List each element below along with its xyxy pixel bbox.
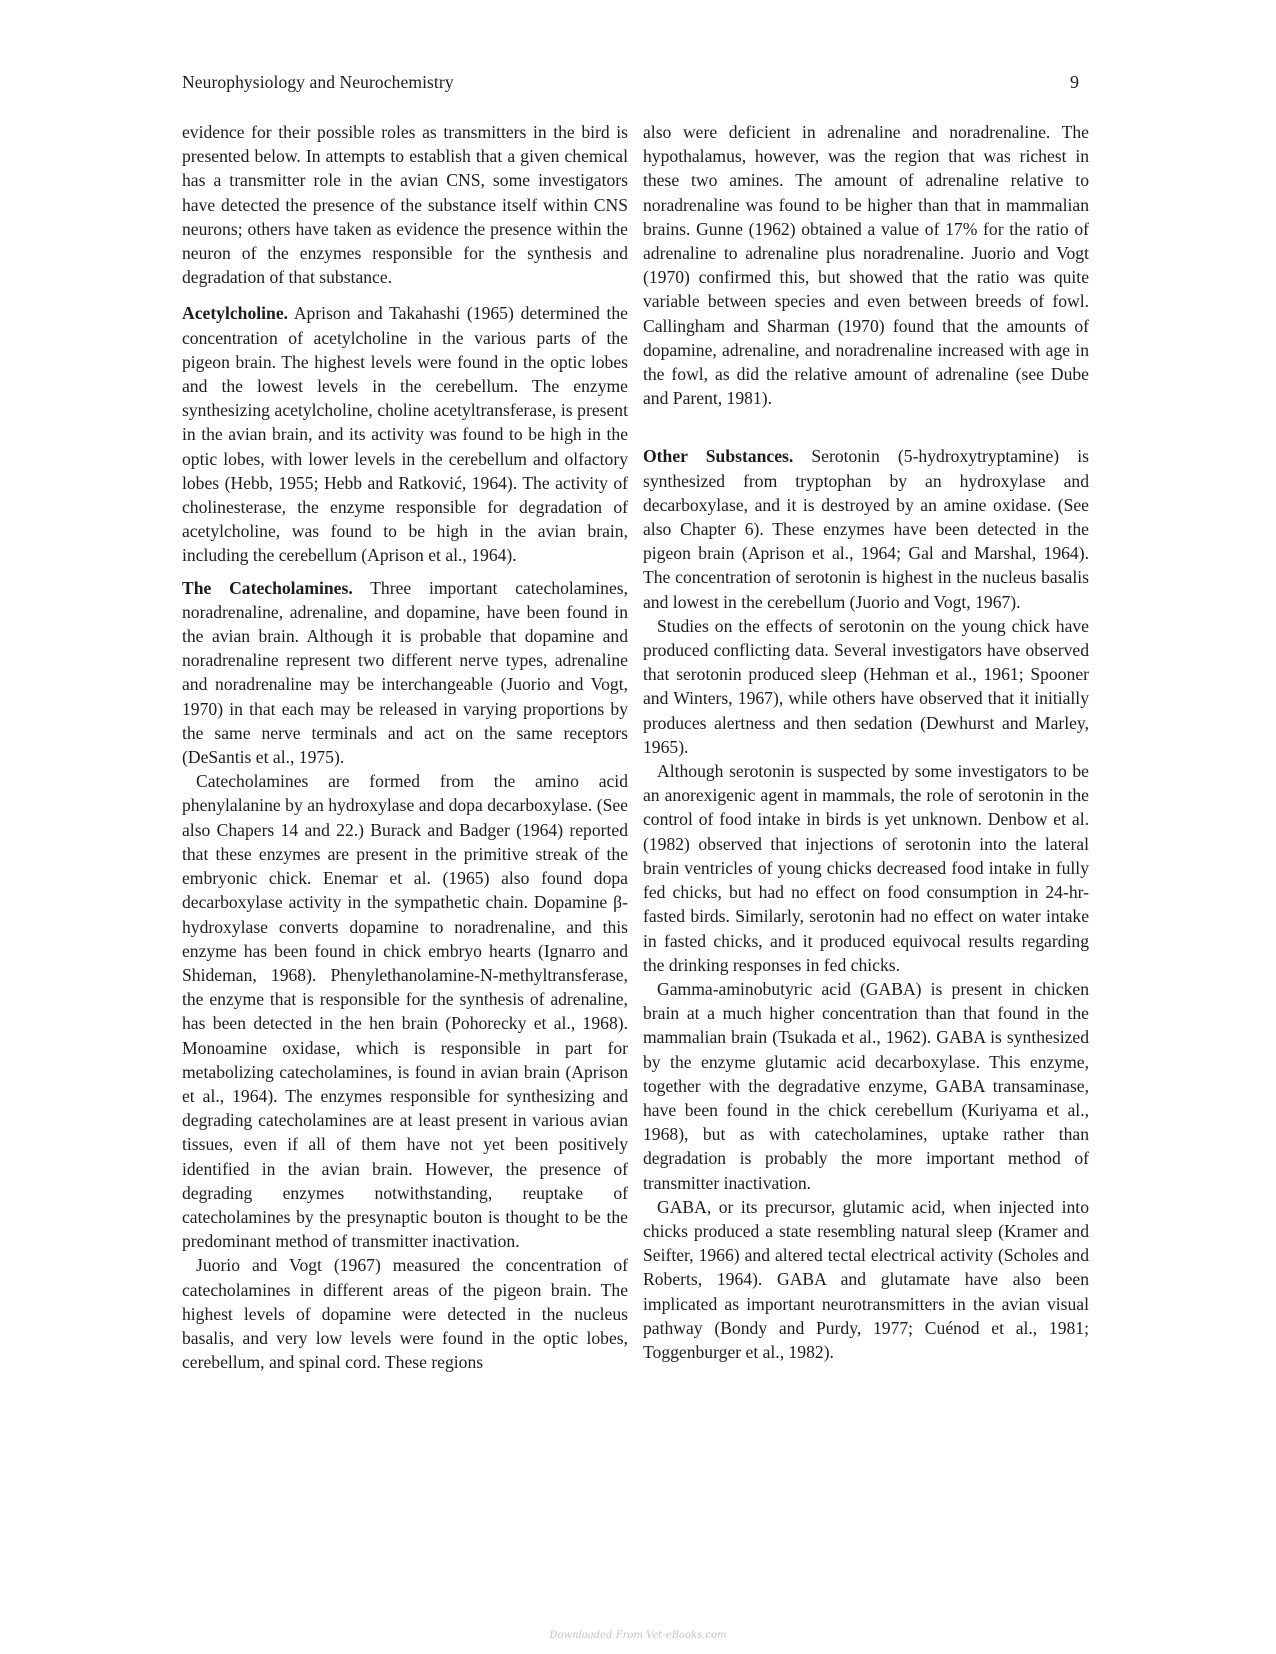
paragraph-intro-continued: evidence for their possible roles as transmitters in the bird is presented below. In attempts to establish that a given chemical has a transmitter role in the avian CNS, some investigators have detected the presence of the substance itself within CNS neurons; others have taken as evidence the presence within the neuron of the enzymes responsible for the synthesis and degradation of that substance. (182, 122, 628, 288)
paragraph-catecholamines-formed: Catecholamines are formed from the amino acid phenylalanine by an hydroxylase and dopa decarboxylase. (See also Chapers 14 and 22.) Burack and Badger (1964) reported that these enzymes are present in the primitive streak of the embryonic chick. Enemar et al. (1965) also found dopa decarboxylase activity in the sympathetic chain. Dopamine β-hydroxylase converts dopamine to noradrenaline, and this enzyme has been found in chick embryo hearts (Ignarro and Shideman, 1968). Phenylethanolamine-N-methyltransferase, the enzyme that is responsible for the synthesis of adrenaline, has been detected in the hen brain (Pohorecky et al., 1968). Monoamine oxidase, which is responsible in part for metabolizing catecholamines, is found in avian brain (Aprison et al., 1964). The enzymes responsible for synthesizing and degrading catecholamines are at least present in various avian tissues, even if all of them have not yet been positively identified in the avian brain. However, the presence of degrading enzymes notwithstanding, reuptake of catecholamines by the presynaptic bouton is thought to be the predominant method of transmitter inactivation. (182, 771, 628, 1252)
section-other-substances (643, 444, 1089, 613)
section-heading-catecholamines: The Catecholamines. (182, 577, 353, 598)
section-heading-other-substances: Other Substances. (643, 446, 794, 467)
right-column (643, 120, 1089, 1364)
catecholamines-text: Three important catecholamines, noradrenaline, adrenaline, and dopamine, have been found in the avian brain. Although it is probable that dopamine and noradrenaline represent two different nerve types, adrenaline and noradrenaline may be interchangeable (Juorio and Vogt, 1970) in that each may be released in varying proportions by the same nerve terminals and act on the same receptors (DeSantis et al., 1975). (182, 577, 628, 768)
other-substances-text: Serotonin (5-hydroxytryptamine) is synthesized from tryptophan by an hydroxylase and decarboxylase, and it is destroyed by an amine oxidase. (See also Chapter 6). These enzymes have been detected in the pigeon brain (Aprison et al., 1964; Gal and Marshal, 1964). The concentration of serotonin is highest in the nucleus basalis and lowest in the cerebellum (Juorio and Vogt, 1967). (643, 446, 1089, 612)
paragraph-right-continued: also were deficient in adrenaline and noradrenaline. The hypothalamus, however, was the region that was richest in these two amines. The amount of adrenaline relative to noradrenaline was found to be higher than that in mammalian brains. Gunne (1962) obtained a value of 17% for the ratio of adrenaline to adrenaline plus noradrenaline. Juorio and Vogt (1970) confirmed this, but showed that the ratio was quite variable between species and even between breeds of fowl. Callingham and Sharman (1970) found that the amounts of dopamine, adrenaline, and noradrenaline increased with age in the fowl, as did the relative amount of adrenaline (see Dube and Parent, 1981). (643, 122, 1089, 409)
page-number: 9 (1070, 72, 1079, 92)
running-head: Neurophysiology and Neurochemistry (182, 72, 454, 92)
section-catecholamines (182, 576, 628, 770)
acetylcholine-text: Aprison and Takahashi (1965) determined the concentration of acetylcholine in the various parts of the pigeon brain. The highest levels were found in the optic lobes and the lowest levels in the cerebellum. The enzyme synthesizing acetylcholine, choline acetyltransferase, is present in the avian brain, and its activity was found to be high in the optic lobes, with lower levels in the cerebellum and olfactory lobes (Hebb, 1955; Hebb and Ratković, 1964). The activity of cholinesterase, the enzyme responsible for degradation of acetylcholine, was found to be high in the avian brain, including the cerebellum (Aprison et al., 1964). (182, 303, 628, 566)
paragraph-gaba-effects: GABA, or its precursor, glutamic acid, when injected into chicks produced a state resembling natural sleep (Kramer and Seifter, 1966) and altered tectal electrical activity (Scholes and Roberts, 1964). GABA and glutamate have also been implicated as important neurotransmitters in the avian visual pathway (Bondy and Purdy, 1977; Cuénod et al., 1981; Toggenburger et al., 1982). (643, 1196, 1089, 1362)
paragraph-juorio-vogt: Juorio and Vogt (1967) measured the concentration of catecholamines in different areas of the pigeon brain. The highest levels of dopamine were detected in the nucleus basalis, and very low levels were found in the optic lobes, cerebellum, and spinal cord. These regions (182, 1255, 628, 1373)
section-acetylcholine (182, 301, 628, 567)
paragraph-gaba-concentration: Gamma-aminobutyric acid (GABA) is present in chicken brain at a much higher concentration than that found in the mammalian brain (Tsukada et al., 1962). GABA is synthesized by the enzyme glutamic acid decarboxylase. This enzyme, together with the degradative enzyme, GABA transaminase, have been found in the chick cerebellum (Kuriyama et al., 1968), but as with catecholamines, uptake rather than degradation is probably the more important method of transmitter inactivation. (643, 978, 1089, 1193)
download-watermark: Downloaded From Vet-eBooks.com (549, 1630, 727, 1641)
paragraph-serotonin-anorexigenic: Although serotonin is suspected by some investigators to be an anorexigenic agent in mammals, the role of serotonin in the control of food intake in birds is yet unknown. Denbow et al. (1982) observed that injections of serotonin into the lateral brain ventricles of young chicks decreased food intake in fully fed chicks, but had no effect on food consumption in 24-hr-fasted birds. Similarly, serotonin had no effect on water intake in fasted chicks, and it produced equivocal results regarding the drinking responses in fed chicks. (643, 761, 1089, 975)
section-heading-acetylcholine: Acetylcholine. (182, 303, 289, 324)
paragraph-serotonin-studies: Studies on the effects of serotonin on the young chick have produced conflicting data. Several investigators have observed that serotonin produced sleep (Hehman et al., 1961; Spooner and Winters, 1967), while others have observed that it initially produces alertness and then sedation (Dewhurst and Marley, 1965). (643, 615, 1089, 757)
left-column (182, 120, 628, 1374)
